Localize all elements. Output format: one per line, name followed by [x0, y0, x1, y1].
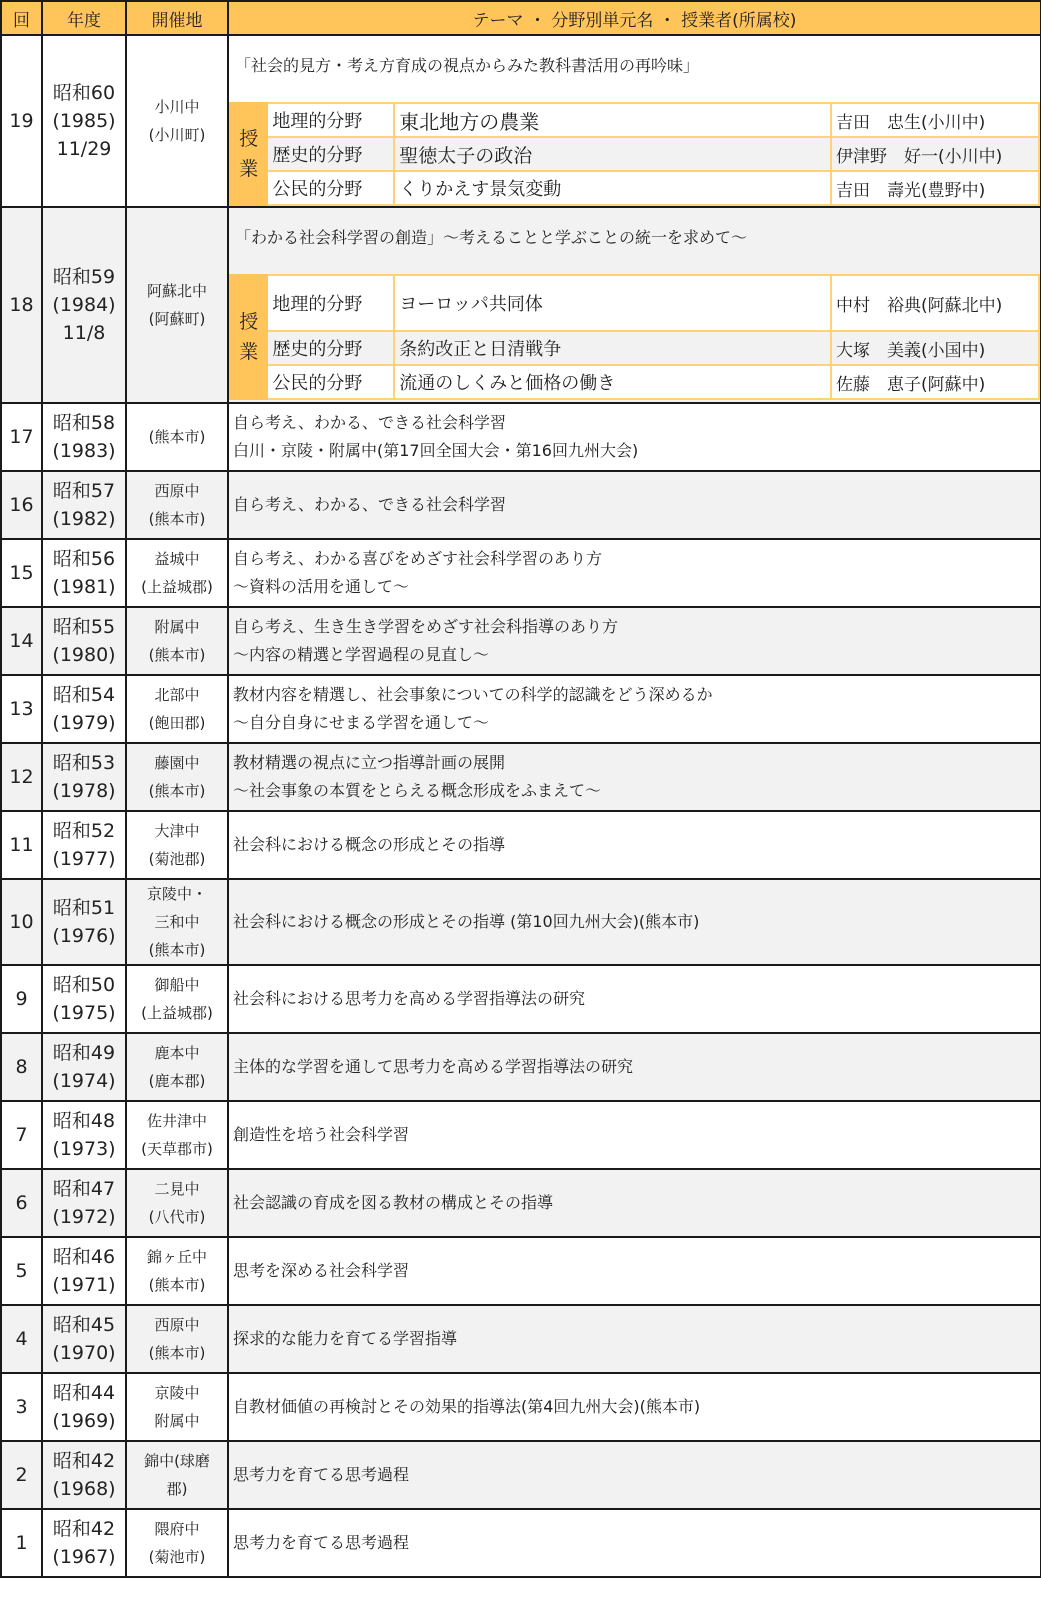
- lesson-field: 地理的分野: [267, 275, 394, 331]
- venue-line: (熊本市): [148, 428, 206, 446]
- venue-line: 藤園中: [154, 754, 200, 772]
- session-theme: [228, 965, 1041, 1033]
- header-row: [1, 1, 1041, 35]
- theme-line: ～自分自身にせまる学習を通して～: [233, 713, 490, 732]
- era-year: 昭和58: [52, 412, 116, 434]
- theme-line: 社会認識の育成を図る教材の構成とその指導: [233, 1193, 554, 1212]
- table-row: [1, 1441, 1041, 1509]
- session-year: [42, 1101, 126, 1169]
- lesson-unit: 聖徳太子の政治: [394, 137, 831, 171]
- venue-line: (上益城郡): [141, 1004, 213, 1022]
- header-venue: 開催地: [126, 1, 228, 35]
- venue-line: 益城中: [154, 550, 200, 568]
- venue-line: (菊池市): [148, 1548, 206, 1566]
- session-number: 1: [1, 1509, 42, 1577]
- lessons-table: [229, 274, 1040, 400]
- lessons-table: [229, 102, 1040, 206]
- session-date: 11/29: [56, 138, 112, 160]
- lesson-field: 公民的分野: [267, 365, 394, 399]
- venue-line: 三和中: [154, 913, 200, 931]
- era-year: 昭和54: [52, 684, 116, 706]
- session-year: [42, 879, 126, 965]
- session-number: 4: [1, 1305, 42, 1373]
- table-row: [1, 1169, 1041, 1237]
- table-row: [1, 743, 1041, 811]
- venue-line: 隈府中: [154, 1520, 200, 1538]
- header-theme: テーマ ・ 分野別単元名 ・ 授業者(所属校): [228, 1, 1041, 35]
- era-year: 昭和60: [52, 82, 116, 104]
- table-row: [1, 1305, 1041, 1373]
- western-year: (1971): [52, 1274, 116, 1296]
- venue-line: (熊本市): [148, 941, 206, 959]
- session-theme: [228, 879, 1041, 965]
- theme-line: 教材精選の視点に立つ指導計画の展開: [233, 753, 506, 772]
- theme-line: ～内容の精選と学習過程の見直し～: [233, 645, 490, 664]
- session-venue: [126, 471, 228, 539]
- western-year: (1975): [52, 1002, 116, 1024]
- session-venue: [126, 35, 228, 207]
- theme-line: 思考力を育てる思考過程: [233, 1533, 410, 1552]
- session-number: 9: [1, 965, 42, 1033]
- session-number: 7: [1, 1101, 42, 1169]
- western-year: (1974): [52, 1070, 116, 1092]
- lesson-unit: 東北地方の農業: [394, 103, 831, 137]
- session-venue: [126, 539, 228, 607]
- table-row: [1, 1373, 1041, 1441]
- theme-line: 自ら考え、わかる、できる社会科学習: [233, 495, 506, 514]
- theme-line: 自ら考え、生き生き学習をめざす社会科指導のあり方: [233, 617, 618, 636]
- venue-line: (八代市): [148, 1208, 206, 1226]
- session-year: [42, 403, 126, 471]
- venue-line: (阿蘇町): [148, 310, 206, 328]
- venue-line: 郡): [166, 1480, 188, 1498]
- venue-line: (天草郡市): [141, 1140, 213, 1158]
- session-number: 8: [1, 1033, 42, 1101]
- venue-line: 錦ヶ丘中: [146, 1248, 207, 1266]
- session-theme: [228, 1305, 1041, 1373]
- session-number: 14: [1, 607, 42, 675]
- session-theme: [228, 675, 1041, 743]
- session-number: 11: [1, 811, 42, 879]
- venue-line: (鹿本郡): [148, 1072, 206, 1090]
- era-year: 昭和48: [52, 1110, 116, 1132]
- table-row: [1, 1509, 1041, 1577]
- session-year: [42, 207, 126, 403]
- session-venue: [126, 1101, 228, 1169]
- venue-line: 鹿本中: [154, 1044, 200, 1062]
- venue-line: 阿蘇北中: [146, 282, 207, 300]
- session-venue: [126, 811, 228, 879]
- session-year: [42, 1509, 126, 1577]
- table-row: [1, 675, 1041, 743]
- venue-line: (熊本市): [148, 1344, 206, 1362]
- lesson-field: 公民的分野: [267, 171, 394, 205]
- lesson-teacher: 大塚 美義(小国中): [831, 331, 1039, 365]
- venue-line: 小川中: [154, 98, 200, 116]
- session-venue: [126, 879, 228, 965]
- session-number: 12: [1, 743, 42, 811]
- lesson-row: [230, 331, 1039, 365]
- session-theme: [228, 1169, 1041, 1237]
- venue-line: 西原中: [154, 482, 200, 500]
- venue-line: (飽田郡): [148, 714, 206, 732]
- session-year: [42, 811, 126, 879]
- theme-line: ～社会事象の本質をとらえる概念形成をふまえて～: [233, 781, 602, 800]
- venue-line: (熊本市): [148, 510, 206, 528]
- table-row: [1, 207, 1041, 403]
- western-year: (1978): [52, 780, 116, 802]
- venue-line: 京陵中・: [146, 885, 207, 903]
- session-venue: [126, 1237, 228, 1305]
- western-year: (1969): [52, 1410, 116, 1432]
- session-theme: [228, 811, 1041, 879]
- session-venue: [126, 675, 228, 743]
- session-theme: [228, 539, 1041, 607]
- session-venue: [126, 1509, 228, 1577]
- era-year: 昭和53: [52, 752, 116, 774]
- session-venue: [126, 207, 228, 403]
- era-year: 昭和49: [52, 1042, 116, 1064]
- era-year: 昭和42: [52, 1450, 116, 1472]
- session-number: 19: [1, 35, 42, 207]
- session-theme: [228, 1101, 1041, 1169]
- lesson-row: [230, 137, 1039, 171]
- venue-line: 附属中: [154, 1412, 200, 1430]
- western-year: (1980): [52, 644, 116, 666]
- session-year: [42, 1441, 126, 1509]
- header-year: 年度: [42, 1, 126, 35]
- lesson-field: 歴史的分野: [267, 137, 394, 171]
- session-year: [42, 743, 126, 811]
- western-year: (1970): [52, 1342, 116, 1364]
- session-venue: [126, 743, 228, 811]
- era-year: 昭和51: [52, 897, 116, 919]
- western-year: (1976): [52, 925, 116, 947]
- session-year: [42, 471, 126, 539]
- venue-line: (熊本市): [148, 646, 206, 664]
- theme-line: 主体的な学習を通して思考力を高める学習指導法の研究: [233, 1057, 634, 1076]
- western-year: (1982): [52, 508, 116, 530]
- table-row: [1, 1237, 1041, 1305]
- table-row: [1, 879, 1041, 965]
- session-venue: [126, 965, 228, 1033]
- western-year: (1967): [52, 1546, 116, 1568]
- session-year: [42, 35, 126, 207]
- table-row: [1, 1033, 1041, 1101]
- table-row: [1, 403, 1041, 471]
- venue-line: 北部中: [154, 686, 200, 704]
- theme-line: 思考を深める社会科学習: [233, 1261, 410, 1280]
- table-row: [1, 539, 1041, 607]
- lesson-row: [230, 103, 1039, 137]
- venue-line: 西原中: [154, 1316, 200, 1334]
- era-year: 昭和57: [52, 480, 116, 502]
- session-year: [42, 965, 126, 1033]
- era-year: 昭和56: [52, 548, 116, 570]
- lesson-teacher: 伊津野 好一(小川中): [831, 137, 1039, 171]
- era-year: 昭和44: [52, 1382, 116, 1404]
- era-year: 昭和55: [52, 616, 116, 638]
- era-year: 昭和46: [52, 1246, 116, 1268]
- lesson-row: [230, 365, 1039, 399]
- session-number: 2: [1, 1441, 42, 1509]
- session-number: 10: [1, 879, 42, 965]
- venue-line: (上益城郡): [141, 578, 213, 596]
- session-year: [42, 1033, 126, 1101]
- table-row: [1, 607, 1041, 675]
- theme-line: 自ら考え、わかる、できる社会科学習: [233, 413, 506, 432]
- session-venue: [126, 607, 228, 675]
- session-venue: [126, 1033, 228, 1101]
- table-row: [1, 471, 1041, 539]
- lesson-label: 授 業: [230, 275, 267, 399]
- session-date: 11/8: [62, 322, 106, 344]
- session-year: [42, 1305, 126, 1373]
- session-theme: [228, 1441, 1041, 1509]
- era-year: 昭和52: [52, 820, 116, 842]
- table-row: [1, 35, 1041, 207]
- era-year: 昭和45: [52, 1314, 116, 1336]
- session-venue: [126, 1441, 228, 1509]
- theme-line: 白川・京陵・附属中(第17回全国大会・第16回九州大会): [233, 441, 639, 460]
- venue-line: 御船中: [154, 976, 200, 994]
- theme-line: 自ら考え、わかる喜びをめざす社会科学習のあり方: [233, 549, 602, 568]
- venue-line: (熊本市): [148, 782, 206, 800]
- lesson-unit: 流通のしくみと価格の働き: [394, 365, 831, 399]
- header-no: 回: [1, 1, 42, 35]
- lesson-field: 歴史的分野: [267, 331, 394, 365]
- lesson-unit: ヨーロッパ共同体: [394, 275, 831, 331]
- theme-line: ～資料の活用を通して～: [233, 577, 410, 596]
- venue-line: 錦中(球磨: [144, 1452, 210, 1470]
- western-year: (1977): [52, 848, 116, 870]
- western-year: (1985): [52, 110, 116, 132]
- western-year: (1981): [52, 576, 116, 598]
- session-theme: [228, 403, 1041, 471]
- session-theme: [228, 471, 1041, 539]
- era-year: 昭和59: [52, 266, 116, 288]
- western-year: (1972): [52, 1206, 116, 1228]
- western-year: (1983): [52, 440, 116, 462]
- era-year: 昭和47: [52, 1178, 116, 1200]
- session-number: 5: [1, 1237, 42, 1305]
- session-venue: [126, 1373, 228, 1441]
- table-row: [1, 965, 1041, 1033]
- session-number: 3: [1, 1373, 42, 1441]
- session-year: [42, 1373, 126, 1441]
- venue-line: 二見中: [154, 1180, 200, 1198]
- era-year: 昭和50: [52, 974, 116, 996]
- session-year: [42, 1237, 126, 1305]
- session-theme: [228, 1237, 1041, 1305]
- lesson-teacher: 中村 裕典(阿蘇北中): [831, 275, 1039, 331]
- session-theme: [228, 1373, 1041, 1441]
- venue-line: (菊池郡): [148, 850, 206, 868]
- theme-line: 自教材価値の再検討とその効果的指導法(第4回九州大会)(熊本市): [233, 1397, 701, 1416]
- table-row: [1, 811, 1041, 879]
- session-theme: [228, 607, 1041, 675]
- session-theme: 「わかる社会科学習の創造」～考えることと学ぶことの統一を求めて～: [235, 228, 748, 247]
- lesson-field: 地理的分野: [267, 103, 394, 137]
- western-year: (1979): [52, 712, 116, 734]
- session-venue: [126, 1305, 228, 1373]
- session-theme: [228, 1033, 1041, 1101]
- theme-line: 社会科における思考力を高める学習指導法の研究: [233, 989, 586, 1008]
- lesson-row: [230, 171, 1039, 205]
- western-year: (1973): [52, 1138, 116, 1160]
- theme-line: 社会科における概念の形成とその指導: [233, 835, 506, 854]
- lesson-unit: くりかえす景気変動: [394, 171, 831, 205]
- lesson-teacher: 佐藤 恵子(阿蘇中): [831, 365, 1039, 399]
- venue-line: 京陵中: [154, 1384, 200, 1402]
- venue-line: 佐井津中: [146, 1112, 207, 1130]
- session-number: 13: [1, 675, 42, 743]
- session-year: [42, 675, 126, 743]
- session-venue: [126, 403, 228, 471]
- session-year: [42, 539, 126, 607]
- theme-line: 社会科における概念の形成とその指導 (第10回九州大会)(熊本市): [233, 912, 700, 931]
- theme-line: 創造性を培う社会科学習: [233, 1125, 410, 1144]
- western-year: (1984): [52, 294, 116, 316]
- lesson-label: 授 業: [230, 103, 267, 205]
- session-year: [42, 607, 126, 675]
- session-number: 18: [1, 207, 42, 403]
- theme-line: 思考力を育てる思考過程: [233, 1465, 410, 1484]
- session-venue: [126, 1169, 228, 1237]
- session-number: 15: [1, 539, 42, 607]
- venue-line: 附属中: [154, 618, 200, 636]
- venue-line: (小川町): [148, 126, 206, 144]
- session-theme-cell: [228, 207, 1041, 403]
- session-number: 17: [1, 403, 42, 471]
- session-theme: [228, 743, 1041, 811]
- session-year: [42, 1169, 126, 1237]
- session-number: 6: [1, 1169, 42, 1237]
- lesson-row: [230, 275, 1039, 331]
- theme-line: 探求的な能力を育てる学習指導: [233, 1329, 458, 1348]
- lesson-unit: 条約改正と日清戦争: [394, 331, 831, 365]
- session-theme-cell: [228, 35, 1041, 207]
- session-number: 16: [1, 471, 42, 539]
- table-row: [1, 1101, 1041, 1169]
- venue-line: (熊本市): [148, 1276, 206, 1294]
- session-theme: [228, 1509, 1041, 1577]
- lesson-teacher: 吉田 忠生(小川中): [831, 103, 1039, 137]
- era-year: 昭和42: [52, 1518, 116, 1540]
- lesson-teacher: 吉田 壽光(豊野中): [831, 171, 1039, 205]
- session-theme: 「社会的見方・考え方育成の視点からみた教科書活用の再吟味」: [235, 56, 700, 75]
- western-year: (1968): [52, 1478, 116, 1500]
- theme-line: 教材内容を精選し、社会事象についての科学的認識をどう深めるか: [233, 685, 713, 704]
- venue-line: 大津中: [154, 822, 200, 840]
